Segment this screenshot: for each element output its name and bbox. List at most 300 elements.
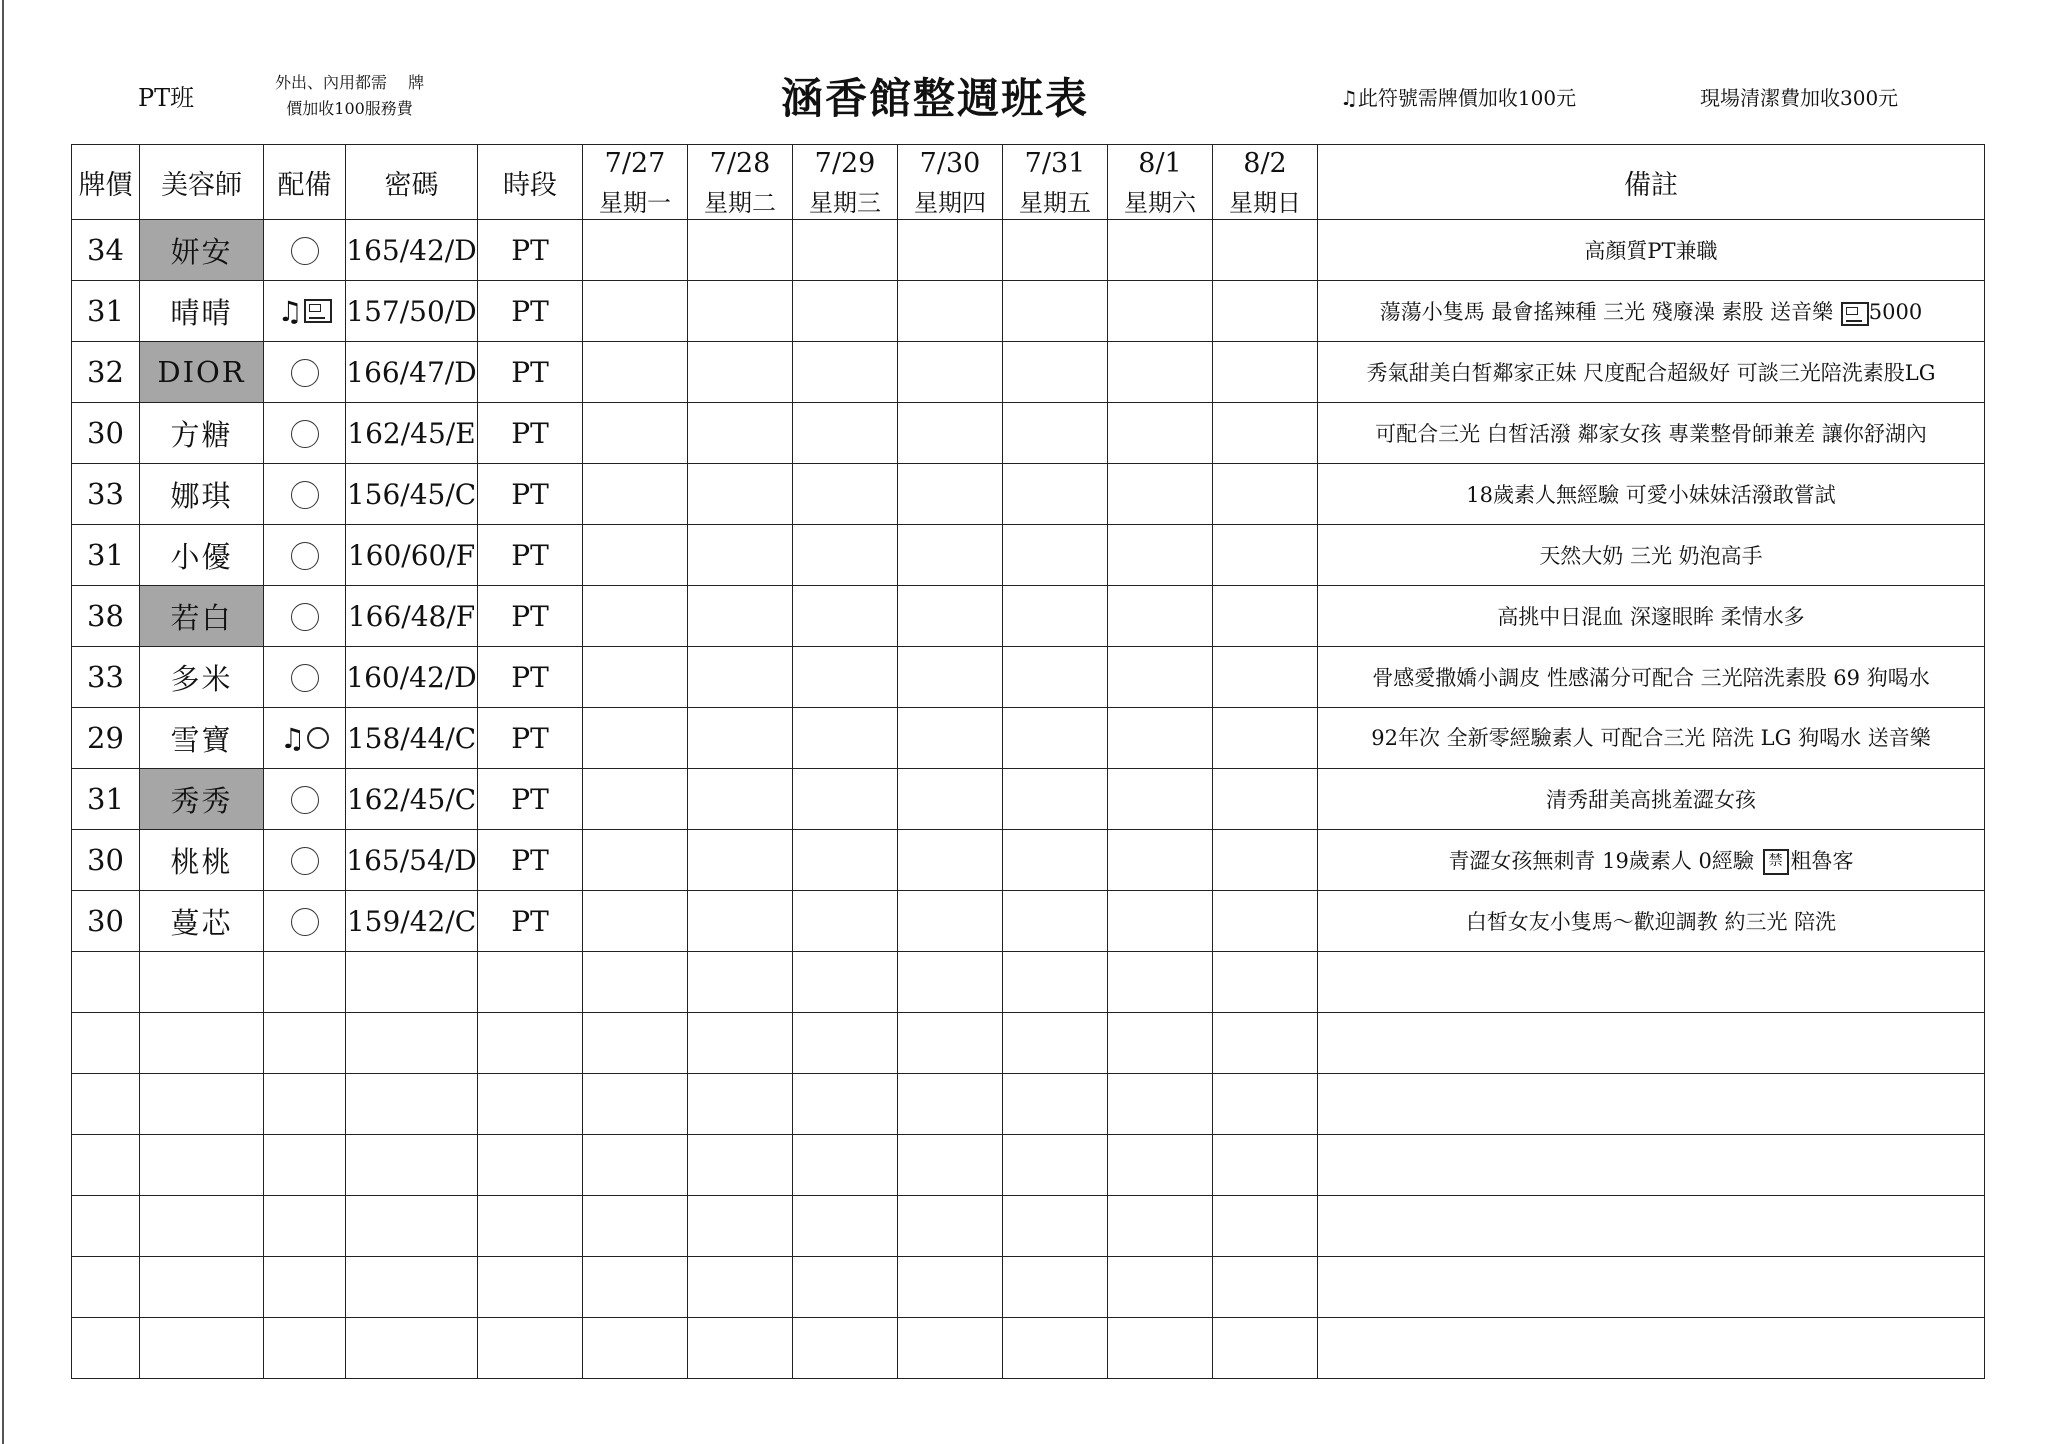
day-cell bbox=[688, 830, 793, 891]
empty-cell bbox=[72, 1013, 140, 1074]
day-cell bbox=[793, 830, 898, 891]
equip-cell bbox=[264, 830, 346, 891]
circle-icon bbox=[291, 664, 319, 692]
remark-text: 5000 bbox=[1868, 300, 1923, 324]
col-equip: 配備 bbox=[264, 145, 346, 220]
col-date: 7/29 bbox=[793, 145, 898, 183]
day-cell bbox=[1108, 342, 1213, 403]
day-cell bbox=[688, 647, 793, 708]
empty-cell bbox=[1003, 1318, 1108, 1379]
price-cell: 33 bbox=[72, 464, 140, 525]
day-cell bbox=[793, 647, 898, 708]
empty-cell bbox=[1108, 1013, 1213, 1074]
password-cell: 162/45/E bbox=[346, 403, 478, 464]
price-cell: 30 bbox=[72, 403, 140, 464]
password-cell: 160/42/D bbox=[346, 647, 478, 708]
beautician-name: 桃桃 bbox=[140, 830, 264, 891]
remark-cell bbox=[1318, 281, 1985, 342]
empty-cell bbox=[793, 1257, 898, 1318]
time-slot-cell: PT bbox=[478, 647, 583, 708]
day-cell bbox=[1108, 220, 1213, 281]
day-cell bbox=[583, 891, 688, 952]
password-cell: 160/60/F bbox=[346, 525, 478, 586]
empty-cell bbox=[264, 1257, 346, 1318]
day-cell bbox=[793, 281, 898, 342]
day-cell bbox=[898, 403, 1003, 464]
empty-cell bbox=[478, 1135, 583, 1196]
col-date: 7/30 bbox=[898, 145, 1003, 183]
col-price: 牌價 bbox=[72, 145, 140, 220]
password-cell: 158/44/C bbox=[346, 708, 478, 769]
empty-cell bbox=[898, 952, 1003, 1013]
password-cell: 159/42/C bbox=[346, 891, 478, 952]
empty-cell bbox=[793, 1074, 898, 1135]
equip-cell bbox=[264, 769, 346, 830]
circle-icon bbox=[291, 237, 319, 265]
empty-cell bbox=[1318, 1135, 1985, 1196]
ban-icon: 禁 bbox=[1763, 849, 1789, 875]
day-cell bbox=[1108, 769, 1213, 830]
circle-icon bbox=[291, 603, 319, 631]
col-weekday: 星期日 bbox=[1213, 182, 1318, 220]
empty-cell bbox=[264, 1013, 346, 1074]
beautician-name: 妍安 bbox=[140, 220, 264, 281]
empty-cell bbox=[140, 1318, 264, 1379]
empty-cell bbox=[478, 1013, 583, 1074]
empty-cell bbox=[1108, 1257, 1213, 1318]
remark-text: 青澀女孩無刺青 19歲素人 0經驗 bbox=[1448, 848, 1761, 873]
price-cell: 30 bbox=[72, 891, 140, 952]
empty-cell bbox=[583, 1074, 688, 1135]
empty-cell bbox=[1003, 1013, 1108, 1074]
circle-icon bbox=[291, 542, 319, 570]
empty-cell bbox=[1003, 1135, 1108, 1196]
password-cell: 157/50/D bbox=[346, 281, 478, 342]
price-cell: 32 bbox=[72, 342, 140, 403]
day-cell bbox=[688, 281, 793, 342]
remark-cell: 骨感愛撒嬌小調皮 性感滿分可配合 三光陪洗素股 69 狗喝水 bbox=[1318, 647, 1985, 708]
price-cell: 31 bbox=[72, 769, 140, 830]
remark-cell: 高顏質PT兼職 bbox=[1318, 220, 1985, 281]
page-title: 涵香館整週班表 bbox=[780, 74, 1089, 123]
equip-cell bbox=[264, 464, 346, 525]
day-cell bbox=[1003, 769, 1108, 830]
empty-cell bbox=[793, 1196, 898, 1257]
day-cell bbox=[1003, 647, 1108, 708]
header-row bbox=[72, 145, 1985, 183]
circle-icon bbox=[291, 847, 319, 875]
day-cell bbox=[1003, 891, 1108, 952]
table-row bbox=[72, 586, 1985, 647]
equip-cell bbox=[264, 708, 346, 769]
col-date: 7/31 bbox=[1003, 145, 1108, 183]
day-cell bbox=[1108, 525, 1213, 586]
empty-cell bbox=[478, 952, 583, 1013]
day-cell bbox=[688, 464, 793, 525]
empty-cell bbox=[264, 1135, 346, 1196]
empty-cell bbox=[478, 1074, 583, 1135]
remark-cell: 18歲素人無經驗 可愛小妹妹活潑敢嘗試 bbox=[1318, 464, 1985, 525]
day-cell bbox=[1213, 281, 1318, 342]
empty-cell bbox=[346, 1135, 478, 1196]
day-cell bbox=[793, 220, 898, 281]
empty-cell bbox=[898, 1318, 1003, 1379]
price-cell: 31 bbox=[72, 281, 140, 342]
empty-cell bbox=[346, 1257, 478, 1318]
empty-cell bbox=[1318, 1257, 1985, 1318]
day-cell bbox=[898, 586, 1003, 647]
table-row bbox=[72, 281, 1985, 342]
remark-cell: 高挑中日混血 深邃眼眸 柔情水多 bbox=[1318, 586, 1985, 647]
day-cell bbox=[583, 647, 688, 708]
remark-cell: 秀氣甜美白皙鄰家正妹 尺度配合超級好 可談三光陪洗素股LG bbox=[1318, 342, 1985, 403]
day-cell bbox=[1213, 525, 1318, 586]
empty-cell bbox=[898, 1074, 1003, 1135]
beautician-name: 多米 bbox=[140, 647, 264, 708]
day-cell bbox=[1003, 464, 1108, 525]
empty-cell bbox=[583, 1257, 688, 1318]
equip-cell bbox=[264, 281, 346, 342]
box-icon bbox=[304, 299, 332, 323]
day-cell bbox=[1108, 281, 1213, 342]
empty-row bbox=[72, 952, 1985, 1013]
equip-cell bbox=[264, 525, 346, 586]
empty-cell bbox=[140, 952, 264, 1013]
empty-row bbox=[72, 1257, 1985, 1318]
empty-cell bbox=[72, 1074, 140, 1135]
col-weekday: 星期二 bbox=[688, 182, 793, 220]
beautician-name: 方糖 bbox=[140, 403, 264, 464]
col-date: 7/27 bbox=[583, 145, 688, 183]
empty-cell bbox=[346, 1074, 478, 1135]
day-cell bbox=[583, 525, 688, 586]
time-slot-cell: PT bbox=[478, 769, 583, 830]
day-cell bbox=[898, 708, 1003, 769]
day-cell bbox=[688, 403, 793, 464]
remark-cell: 天然大奶 三光 奶泡高手 bbox=[1318, 525, 1985, 586]
empty-cell bbox=[72, 1135, 140, 1196]
day-cell bbox=[793, 769, 898, 830]
empty-cell bbox=[264, 1318, 346, 1379]
day-cell bbox=[1003, 586, 1108, 647]
day-cell bbox=[898, 769, 1003, 830]
table-row bbox=[72, 891, 1985, 952]
beautician-name: 娜琪 bbox=[140, 464, 264, 525]
time-slot-cell: PT bbox=[478, 220, 583, 281]
empty-cell bbox=[1213, 952, 1318, 1013]
day-cell bbox=[1108, 464, 1213, 525]
equip-cell bbox=[264, 586, 346, 647]
day-cell bbox=[1003, 525, 1108, 586]
password-cell: 166/47/D bbox=[346, 342, 478, 403]
empty-cell bbox=[1213, 1318, 1318, 1379]
day-cell bbox=[583, 769, 688, 830]
table-row bbox=[72, 403, 1985, 464]
empty-cell bbox=[264, 952, 346, 1013]
day-cell bbox=[793, 464, 898, 525]
empty-cell bbox=[1108, 1135, 1213, 1196]
day-cell bbox=[898, 525, 1003, 586]
col-weekday: 星期三 bbox=[793, 182, 898, 220]
table-row bbox=[72, 708, 1985, 769]
col-date: 7/28 bbox=[688, 145, 793, 183]
empty-cell bbox=[898, 1135, 1003, 1196]
table-row bbox=[72, 220, 1985, 281]
day-cell bbox=[1003, 220, 1108, 281]
day-cell bbox=[898, 891, 1003, 952]
col-password: 密碼 bbox=[346, 145, 478, 220]
table-row bbox=[72, 464, 1985, 525]
password-cell: 162/45/C bbox=[346, 769, 478, 830]
password-cell: 166/48/F bbox=[346, 586, 478, 647]
day-cell bbox=[1213, 403, 1318, 464]
day-cell bbox=[1003, 830, 1108, 891]
day-cell bbox=[1213, 647, 1318, 708]
day-cell bbox=[1213, 891, 1318, 952]
empty-cell bbox=[793, 1318, 898, 1379]
day-cell bbox=[1003, 403, 1108, 464]
circle-icon bbox=[291, 420, 319, 448]
table-row bbox=[72, 525, 1985, 586]
class-label: PT班 bbox=[138, 84, 195, 112]
empty-cell bbox=[72, 1318, 140, 1379]
weekly-schedule-table bbox=[71, 144, 1985, 1379]
time-slot-cell: PT bbox=[478, 464, 583, 525]
empty-cell bbox=[264, 1196, 346, 1257]
music-note-icon: ♫ bbox=[277, 294, 303, 328]
circle-icon bbox=[291, 359, 319, 387]
equip-cell bbox=[264, 647, 346, 708]
beautician-name: 秀秀 bbox=[140, 769, 264, 830]
day-cell bbox=[1108, 891, 1213, 952]
empty-cell bbox=[583, 952, 688, 1013]
day-cell bbox=[688, 891, 793, 952]
remark-cell: 白皙女友小隻馬～歡迎調教 約三光 陪洗 bbox=[1318, 891, 1985, 952]
box-icon bbox=[1841, 302, 1869, 326]
day-cell bbox=[1108, 647, 1213, 708]
cleaning-fee-note: 現場清潔費加收300元 bbox=[1700, 86, 1899, 110]
time-slot-cell: PT bbox=[478, 342, 583, 403]
day-cell bbox=[1213, 769, 1318, 830]
service-fee-note-line1: 外出、內用都需 牌 bbox=[275, 73, 425, 92]
empty-cell bbox=[478, 1196, 583, 1257]
day-cell bbox=[583, 220, 688, 281]
day-cell bbox=[688, 220, 793, 281]
day-cell bbox=[793, 525, 898, 586]
empty-cell bbox=[1318, 1074, 1985, 1135]
time-slot-cell: PT bbox=[478, 586, 583, 647]
day-cell bbox=[1108, 586, 1213, 647]
price-cell: 34 bbox=[72, 220, 140, 281]
empty-cell bbox=[140, 1257, 264, 1318]
empty-cell bbox=[898, 1196, 1003, 1257]
circle-icon bbox=[291, 908, 319, 936]
empty-cell bbox=[346, 1318, 478, 1379]
empty-cell bbox=[583, 1196, 688, 1257]
day-cell bbox=[1108, 403, 1213, 464]
day-cell bbox=[898, 342, 1003, 403]
col-slot: 時段 bbox=[478, 145, 583, 220]
price-cell: 33 bbox=[72, 647, 140, 708]
time-slot-cell: PT bbox=[478, 891, 583, 952]
price-cell: 38 bbox=[72, 586, 140, 647]
table-row bbox=[72, 647, 1985, 708]
table-row bbox=[72, 830, 1985, 891]
time-slot-cell: PT bbox=[478, 830, 583, 891]
empty-cell bbox=[1318, 1318, 1985, 1379]
empty-cell bbox=[478, 1257, 583, 1318]
circle-icon bbox=[291, 481, 319, 509]
day-cell bbox=[688, 342, 793, 403]
day-cell bbox=[583, 708, 688, 769]
beautician-name: 若白 bbox=[140, 586, 264, 647]
day-cell bbox=[1213, 342, 1318, 403]
day-cell bbox=[793, 586, 898, 647]
day-cell bbox=[583, 403, 688, 464]
day-cell bbox=[1003, 342, 1108, 403]
day-cell bbox=[1108, 708, 1213, 769]
empty-cell bbox=[898, 1257, 1003, 1318]
remark-text: 粗魯客 bbox=[1790, 848, 1854, 873]
day-cell bbox=[583, 586, 688, 647]
day-cell bbox=[1213, 464, 1318, 525]
empty-cell bbox=[1213, 1135, 1318, 1196]
day-cell bbox=[1213, 708, 1318, 769]
day-cell bbox=[583, 281, 688, 342]
day-cell bbox=[898, 281, 1003, 342]
empty-cell bbox=[1003, 952, 1108, 1013]
col-name: 美容師 bbox=[140, 145, 264, 220]
empty-cell bbox=[478, 1318, 583, 1379]
empty-cell bbox=[1318, 1013, 1985, 1074]
empty-cell bbox=[140, 1196, 264, 1257]
empty-cell bbox=[688, 952, 793, 1013]
col-weekday: 星期一 bbox=[583, 182, 688, 220]
empty-cell bbox=[140, 1013, 264, 1074]
equip-cell bbox=[264, 403, 346, 464]
beautician-name: 小優 bbox=[140, 525, 264, 586]
day-cell bbox=[1213, 586, 1318, 647]
password-cell: 156/45/C bbox=[346, 464, 478, 525]
empty-cell bbox=[1213, 1196, 1318, 1257]
empty-cell bbox=[1318, 1196, 1985, 1257]
table-row bbox=[72, 342, 1985, 403]
circle-icon bbox=[291, 786, 319, 814]
empty-row bbox=[72, 1196, 1985, 1257]
time-slot-cell: PT bbox=[478, 708, 583, 769]
empty-cell bbox=[1108, 1318, 1213, 1379]
price-cell: 31 bbox=[72, 525, 140, 586]
time-slot-cell: PT bbox=[478, 525, 583, 586]
day-cell bbox=[793, 403, 898, 464]
remark-cell: 92年次 全新零經驗素人 可配合三光 陪洗 LG 狗喝水 送音樂 bbox=[1318, 708, 1985, 769]
ring-icon bbox=[307, 727, 329, 749]
empty-row bbox=[72, 1318, 1985, 1379]
schedule-body bbox=[72, 220, 1985, 1379]
empty-cell bbox=[1003, 1196, 1108, 1257]
empty-cell bbox=[72, 1257, 140, 1318]
day-cell bbox=[583, 464, 688, 525]
time-slot-cell: PT bbox=[478, 281, 583, 342]
price-cell: 29 bbox=[72, 708, 140, 769]
empty-cell bbox=[1213, 1257, 1318, 1318]
empty-cell bbox=[1003, 1257, 1108, 1318]
col-weekday: 星期四 bbox=[898, 182, 1003, 220]
empty-cell bbox=[688, 1013, 793, 1074]
empty-cell bbox=[72, 952, 140, 1013]
empty-cell bbox=[264, 1074, 346, 1135]
empty-cell bbox=[140, 1135, 264, 1196]
day-cell bbox=[898, 830, 1003, 891]
empty-cell bbox=[688, 1135, 793, 1196]
empty-cell bbox=[1108, 1074, 1213, 1135]
music-symbol-note: ♫此符號需牌價加收100元 bbox=[1340, 86, 1577, 110]
day-cell bbox=[898, 647, 1003, 708]
day-cell bbox=[1003, 281, 1108, 342]
col-weekday: 星期五 bbox=[1003, 182, 1108, 220]
beautician-name: 蔓芯 bbox=[140, 891, 264, 952]
empty-cell bbox=[1213, 1074, 1318, 1135]
empty-cell bbox=[1108, 952, 1213, 1013]
day-cell bbox=[583, 342, 688, 403]
remark-cell: 清秀甜美高挑羞澀女孩 bbox=[1318, 769, 1985, 830]
day-cell bbox=[898, 464, 1003, 525]
empty-cell bbox=[346, 1196, 478, 1257]
day-cell bbox=[688, 525, 793, 586]
remark-text: 蕩蕩小隻馬 最會搖辣種 三光 殘廢澡 素股 送音樂 bbox=[1379, 300, 1840, 324]
col-date: 8/2 bbox=[1213, 145, 1318, 183]
password-cell: 165/42/D bbox=[346, 220, 478, 281]
day-cell bbox=[793, 891, 898, 952]
day-cell bbox=[1003, 708, 1108, 769]
password-cell: 165/54/D bbox=[346, 830, 478, 891]
col-remark: 備註 bbox=[1318, 145, 1985, 220]
empty-cell bbox=[793, 1013, 898, 1074]
empty-cell bbox=[1318, 952, 1985, 1013]
time-slot-cell: PT bbox=[478, 403, 583, 464]
remark-cell: 可配合三光 白皙活潑 鄰家女孩 專業整骨師兼差 讓你舒湖內 bbox=[1318, 403, 1985, 464]
day-cell bbox=[793, 342, 898, 403]
empty-cell bbox=[688, 1257, 793, 1318]
day-cell bbox=[688, 769, 793, 830]
empty-cell bbox=[583, 1135, 688, 1196]
empty-cell bbox=[688, 1318, 793, 1379]
empty-cell bbox=[688, 1196, 793, 1257]
empty-cell bbox=[583, 1013, 688, 1074]
beautician-name: DIOR bbox=[140, 342, 264, 403]
empty-cell bbox=[583, 1318, 688, 1379]
page-left-border bbox=[2, 0, 4, 1444]
empty-cell bbox=[688, 1074, 793, 1135]
empty-cell bbox=[346, 1013, 478, 1074]
music-note-icon: ♫ bbox=[279, 721, 306, 755]
day-cell bbox=[583, 830, 688, 891]
beautician-name: 雪寶 bbox=[140, 708, 264, 769]
empty-cell bbox=[72, 1196, 140, 1257]
equip-cell bbox=[264, 220, 346, 281]
day-cell bbox=[1213, 830, 1318, 891]
equip-cell bbox=[264, 891, 346, 952]
day-cell bbox=[1108, 830, 1213, 891]
day-cell bbox=[688, 708, 793, 769]
table-row bbox=[72, 769, 1985, 830]
equip-cell bbox=[264, 342, 346, 403]
remark-cell bbox=[1318, 830, 1985, 891]
day-cell bbox=[793, 708, 898, 769]
empty-cell bbox=[898, 1013, 1003, 1074]
col-weekday: 星期六 bbox=[1108, 182, 1213, 220]
day-cell bbox=[1213, 220, 1318, 281]
